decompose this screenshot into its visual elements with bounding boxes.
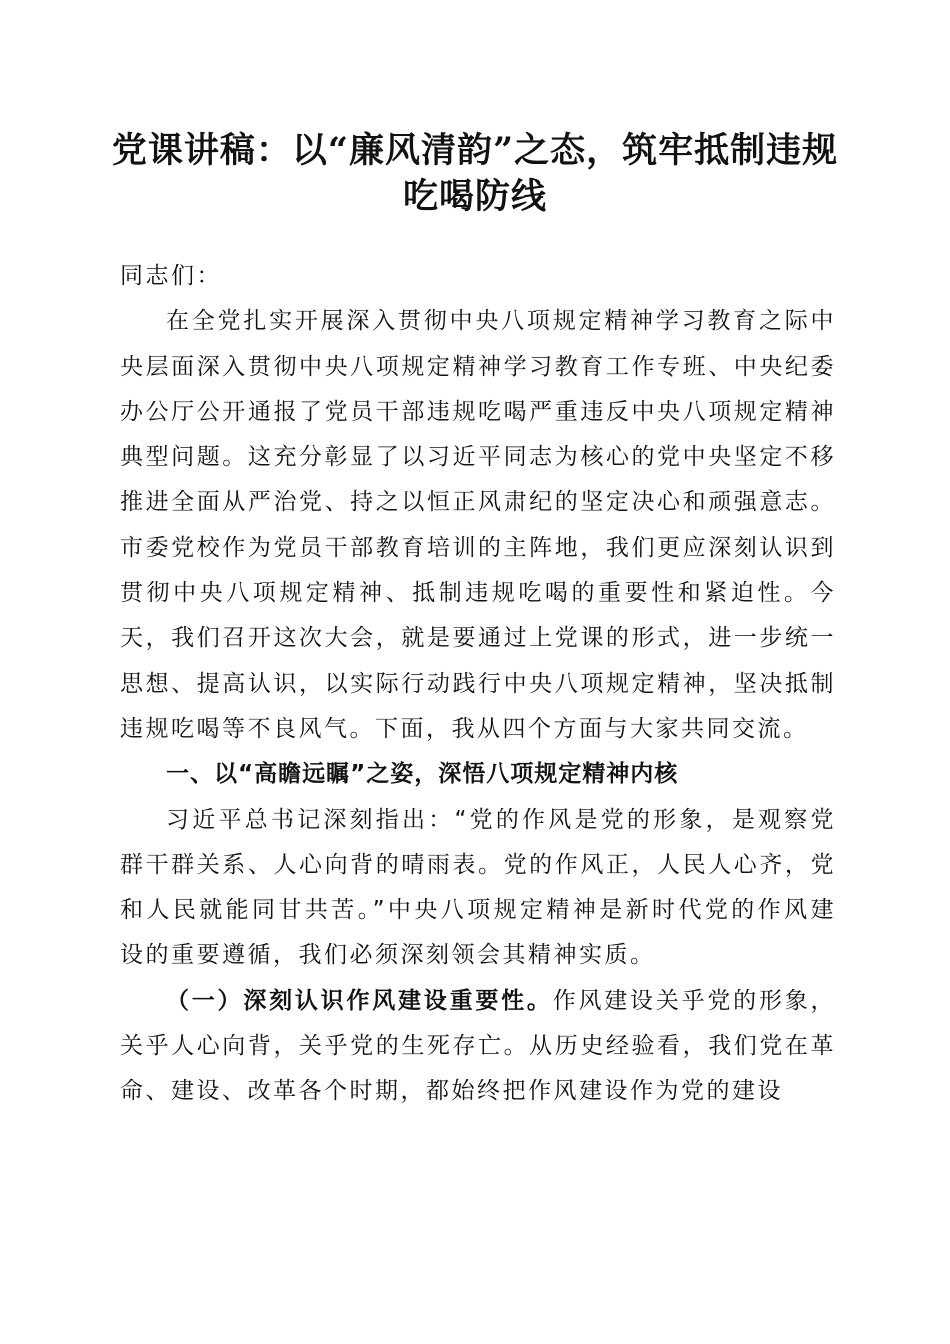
section-1-paragraph: 习近平总书记深刻指出：“党的作风是党的形象，是观察党群干群关系、人心向背的晴雨表。党的作风正，人民人心齐，党和人民就能同甘共苦。”中央八项规定精神是新时代党的作风建设的重要遵循，我们必须深刻领会其精神实质。 bbox=[120, 806, 836, 969]
intro-paragraph: 在全党扎实开展深入贯彻中央八项规定精神学习教育之际中央层面深入贯彻中央八项规定精神学习教育工作专班、中央纪委办公厅公开通报了党员干部违规吃喝严重违反中央八项规定精神典型问题。这充分彰显了以习近平同志为核心的党中央坚定不移推进全面从严治党、持之以恒正风肃纪的坚定决心和顽强意志。市委党校作为党员干部教育培训的主阵地，我们更应深刻认识到贯彻中央八项规定精神、抵制违规吃喝的重要性和紧迫性。今天，我们召开这次大会，就是要通过上党课的形式，进一步统一思想、提高认识，以实际行动践行中央八项规定精神，坚决抵制违规吃喝等不良风气。下面，我从四个方面与大家共同交流。 bbox=[120, 308, 836, 742]
document-body bbox=[120, 254, 836, 1115]
subsection-1-lead: （一）深刻认识作风建设重要性。 bbox=[166, 987, 553, 1014]
subsection-1-paragraph bbox=[120, 979, 836, 1115]
document-title: 党课讲稿：以“廉风清韵”之态，筑牢抵制违规吃喝防线 bbox=[111, 130, 839, 217]
subsection-1-text: 作风建设关乎党的形象，关乎人心向背，关乎党的生死存亡。从历史经验看，我们党在革命、建设、改革各个时期，都始终把作风建设作为党的建设 bbox=[120, 987, 837, 1105]
section-heading-1: 一、以“高瞻远瞩”之姿，深悟八项规定精神内核 bbox=[166, 761, 679, 788]
salutation: 同志们： bbox=[120, 263, 222, 289]
